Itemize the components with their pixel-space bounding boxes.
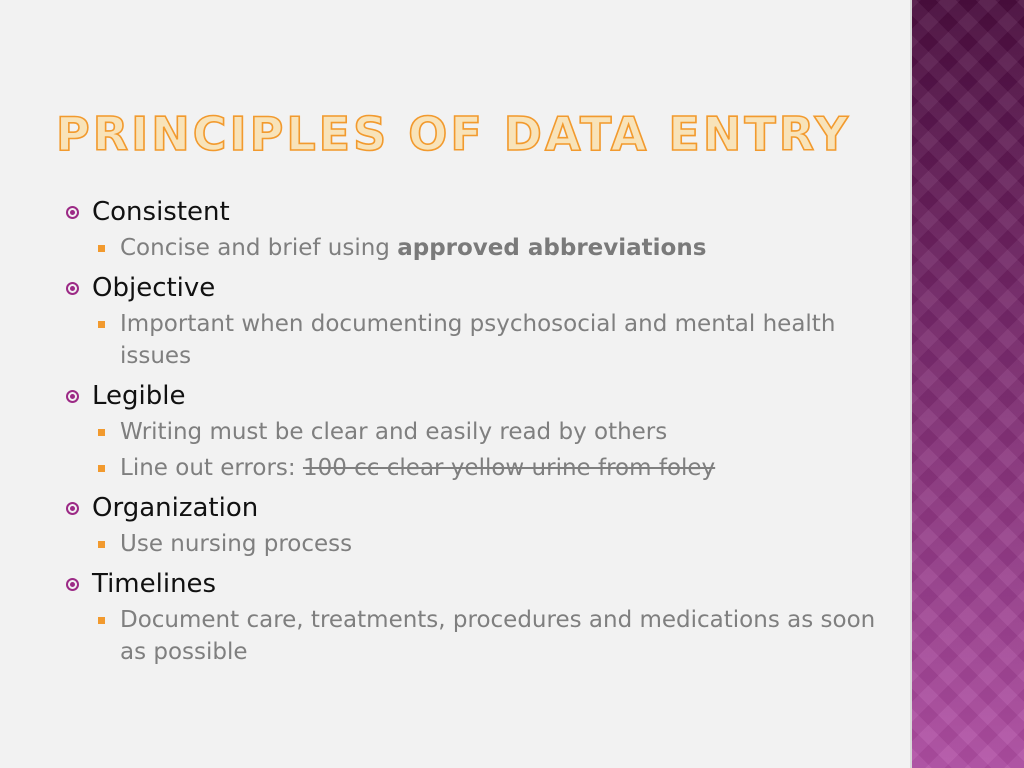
list-item-consistent <box>62 196 902 228</box>
sub-item-bold-text: approved abbreviations <box>397 235 707 261</box>
sub-item-text: Use nursing process <box>120 531 353 557</box>
item-label: Legible <box>92 381 186 411</box>
sub-item <box>120 452 902 484</box>
square-bullet-icon <box>98 429 105 436</box>
item-label: Consistent <box>92 197 230 227</box>
item-label: Objective <box>92 273 216 303</box>
sub-item-text: Document care, treatments, procedures and medications as soon as possible <box>120 607 876 665</box>
circle-dot-icon <box>66 390 79 403</box>
item-label: Timelines <box>92 569 217 599</box>
sub-item-text: Important when documenting psychosocial and mental health issues <box>120 311 836 369</box>
item-label: Organization <box>92 493 259 523</box>
list-item-timelines <box>62 568 902 600</box>
sub-item-text: Concise and brief using <box>120 235 398 261</box>
square-bullet-icon <box>98 465 105 472</box>
square-bullet-icon <box>98 541 105 548</box>
circle-dot-icon <box>66 578 79 591</box>
circle-dot-icon <box>66 282 79 295</box>
sub-item <box>120 232 902 264</box>
list-item-objective <box>62 272 902 304</box>
sub-item-text: Writing must be clear and easily read by others <box>120 419 668 445</box>
circle-dot-icon <box>66 502 79 515</box>
list-item-organization <box>62 492 902 524</box>
square-bullet-icon <box>98 617 105 624</box>
slide-title: PRINCIPLES OF DATA ENTRY <box>56 107 851 161</box>
decorative-side-band <box>912 0 1024 768</box>
sub-item <box>120 528 902 560</box>
sub-item <box>120 308 902 372</box>
sub-item <box>120 604 902 668</box>
bullet-list <box>62 196 902 668</box>
struck-out-example: 100 cc clear yellow urine from foley <box>302 455 716 481</box>
list-item-legible <box>62 380 902 412</box>
circle-dot-icon <box>66 206 79 219</box>
sub-item-text: Line out errors: <box>120 455 303 481</box>
sub-item <box>120 416 902 448</box>
square-bullet-icon <box>98 321 105 328</box>
square-bullet-icon <box>98 245 105 252</box>
